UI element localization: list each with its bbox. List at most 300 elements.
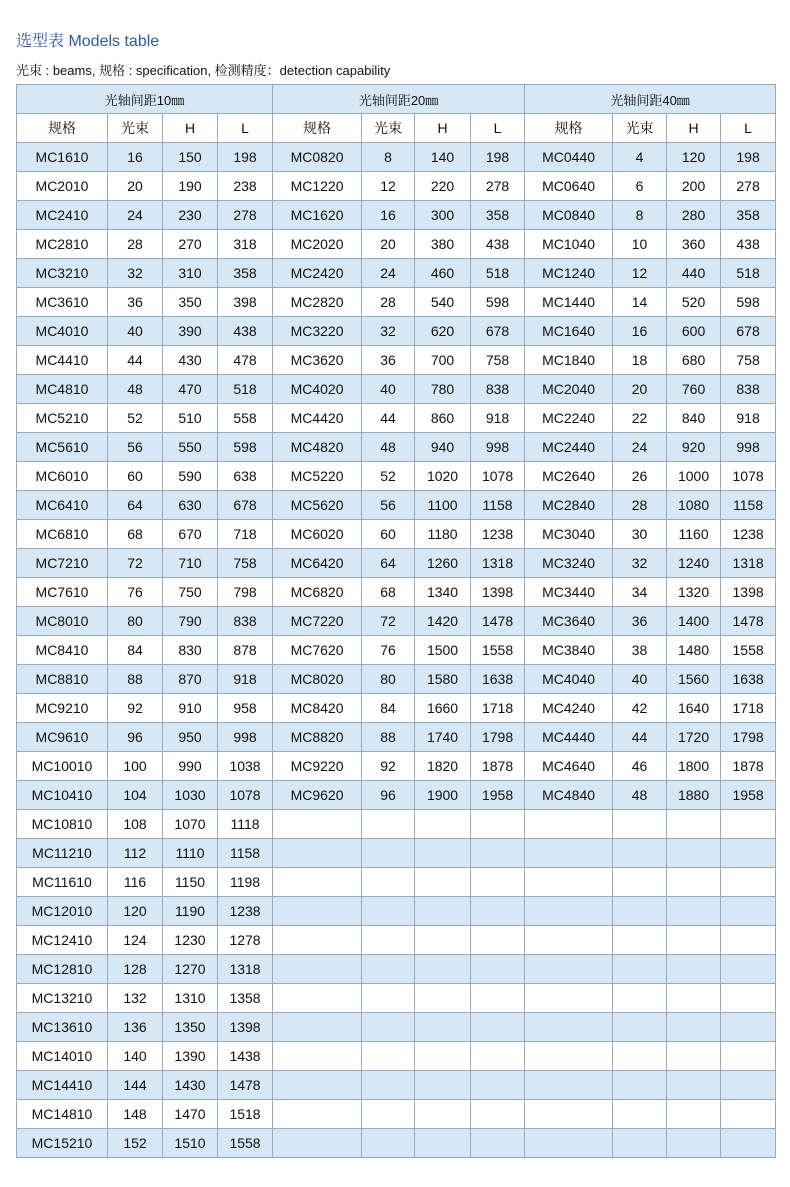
column-header-spec: 规格 [273,114,362,143]
empty-cell [525,897,613,926]
cell-10mm-spec: MC7610 [17,578,108,607]
cell-20mm-l: 838 [471,375,525,404]
cell-10mm-l: 638 [218,462,273,491]
empty-cell [273,955,362,984]
cell-40mm-beams: 6 [613,172,667,201]
empty-cell [721,810,776,839]
empty-cell [721,926,776,955]
cell-10mm-spec: MC14010 [17,1042,108,1071]
cell-20mm-spec: MC7620 [273,636,362,665]
cell-10mm-l: 1518 [218,1100,273,1129]
cell-20mm-l: 1558 [471,636,525,665]
empty-cell [525,984,613,1013]
empty-cell [667,1013,721,1042]
cell-40mm-h: 600 [667,317,721,346]
cell-10mm-l: 918 [218,665,273,694]
empty-cell [525,926,613,955]
cell-20mm-beams: 48 [362,433,415,462]
cell-10mm-h: 510 [163,404,218,433]
cell-10mm-beams: 132 [108,984,163,1013]
table-row [17,955,776,984]
empty-cell [721,1100,776,1129]
cell-10mm-spec: MC4410 [17,346,108,375]
cell-20mm-spec: MC9620 [273,781,362,810]
cell-40mm-spec: MC1040 [525,230,613,259]
cell-20mm-h: 620 [415,317,471,346]
cell-20mm-spec: MC6420 [273,549,362,578]
cell-10mm-spec: MC3610 [17,288,108,317]
empty-cell [471,1071,525,1100]
cell-10mm-l: 558 [218,404,273,433]
table-row [17,1013,776,1042]
cell-10mm-beams: 136 [108,1013,163,1042]
cell-40mm-spec: MC4640 [525,752,613,781]
cell-10mm-spec: MC12810 [17,955,108,984]
cell-40mm-l: 358 [721,201,776,230]
empty-cell [362,1129,415,1158]
empty-cell [471,810,525,839]
cell-20mm-l: 1078 [471,462,525,491]
cell-40mm-beams: 28 [613,491,667,520]
cell-10mm-l: 1118 [218,810,273,839]
cell-20mm-l: 518 [471,259,525,288]
table-row [17,1100,776,1129]
cell-10mm-l: 518 [218,375,273,404]
empty-cell [525,1071,613,1100]
cell-40mm-h: 1080 [667,491,721,520]
cell-20mm-beams: 20 [362,230,415,259]
table-row [17,723,776,752]
cell-10mm-beams: 116 [108,868,163,897]
cell-20mm-h: 1820 [415,752,471,781]
cell-20mm-l: 1958 [471,781,525,810]
cell-40mm-beams: 18 [613,346,667,375]
empty-cell [415,1071,471,1100]
cell-10mm-spec: MC8810 [17,665,108,694]
cell-10mm-l: 478 [218,346,273,375]
cell-10mm-spec: MC10410 [17,781,108,810]
cell-40mm-h: 360 [667,230,721,259]
cell-40mm-beams: 20 [613,375,667,404]
cell-10mm-spec: MC14810 [17,1100,108,1129]
cell-40mm-beams: 8 [613,201,667,230]
cell-10mm-spec: MC13210 [17,984,108,1013]
cell-10mm-l: 398 [218,288,273,317]
group-header-40mm: 光轴间距40㎜ [525,85,776,114]
cell-40mm-h: 280 [667,201,721,230]
empty-cell [273,810,362,839]
cell-10mm-h: 190 [163,172,218,201]
cell-20mm-h: 1100 [415,491,471,520]
cell-40mm-spec: MC4240 [525,694,613,723]
cell-20mm-h: 860 [415,404,471,433]
cell-40mm-h: 1640 [667,694,721,723]
cell-40mm-spec: MC4840 [525,781,613,810]
cell-10mm-h: 390 [163,317,218,346]
cell-20mm-beams: 44 [362,404,415,433]
cell-20mm-beams: 32 [362,317,415,346]
cell-10mm-l: 438 [218,317,273,346]
cell-10mm-beams: 120 [108,897,163,926]
cell-20mm-h: 300 [415,201,471,230]
cell-40mm-h: 1160 [667,520,721,549]
cell-10mm-beams: 104 [108,781,163,810]
cell-10mm-l: 798 [218,578,273,607]
cell-10mm-h: 670 [163,520,218,549]
cell-20mm-h: 1260 [415,549,471,578]
empty-cell [667,839,721,868]
cell-40mm-l: 1078 [721,462,776,491]
cell-20mm-beams: 60 [362,520,415,549]
cell-40mm-h: 1720 [667,723,721,752]
cell-10mm-h: 750 [163,578,218,607]
cell-10mm-l: 998 [218,723,273,752]
cell-10mm-beams: 84 [108,636,163,665]
cell-10mm-beams: 52 [108,404,163,433]
cell-40mm-beams: 10 [613,230,667,259]
cell-20mm-spec: MC6020 [273,520,362,549]
cell-20mm-l: 1878 [471,752,525,781]
cell-40mm-l: 438 [721,230,776,259]
cell-20mm-beams: 28 [362,288,415,317]
column-header-h: H [163,114,218,143]
column-header-beams: 光束 [613,114,667,143]
empty-cell [415,868,471,897]
empty-cell [471,984,525,1013]
cell-20mm-spec: MC8420 [273,694,362,723]
table-row [17,317,776,346]
cell-40mm-h: 680 [667,346,721,375]
cell-40mm-h: 1000 [667,462,721,491]
empty-cell [362,984,415,1013]
cell-40mm-l: 1958 [721,781,776,810]
cell-10mm-h: 1070 [163,810,218,839]
empty-cell [471,897,525,926]
cell-20mm-h: 1900 [415,781,471,810]
empty-cell [613,1042,667,1071]
empty-cell [362,810,415,839]
cell-20mm-h: 1180 [415,520,471,549]
cell-40mm-beams: 24 [613,433,667,462]
table-row [17,375,776,404]
cell-20mm-beams: 16 [362,201,415,230]
cell-10mm-h: 230 [163,201,218,230]
cell-20mm-h: 1740 [415,723,471,752]
cell-20mm-spec: MC5620 [273,491,362,520]
empty-cell [273,897,362,926]
cell-10mm-h: 270 [163,230,218,259]
cell-40mm-h: 840 [667,404,721,433]
table-row [17,810,776,839]
cell-20mm-spec: MC2020 [273,230,362,259]
cell-10mm-spec: MC8410 [17,636,108,665]
cell-20mm-spec: MC2420 [273,259,362,288]
cell-20mm-spec: MC8820 [273,723,362,752]
cell-40mm-spec: MC1240 [525,259,613,288]
empty-cell [273,1013,362,1042]
cell-40mm-l: 198 [721,143,776,172]
cell-20mm-spec: MC4820 [273,433,362,462]
cell-10mm-h: 1230 [163,926,218,955]
cell-10mm-l: 1238 [218,897,273,926]
cell-10mm-l: 958 [218,694,273,723]
column-header-spec: 规格 [17,114,108,143]
cell-10mm-l: 598 [218,433,273,462]
cell-10mm-beams: 56 [108,433,163,462]
empty-cell [273,868,362,897]
empty-cell [613,1129,667,1158]
cell-20mm-l: 678 [471,317,525,346]
table-row [17,636,776,665]
empty-cell [613,926,667,955]
cell-10mm-l: 198 [218,143,273,172]
cell-10mm-l: 678 [218,491,273,520]
cell-40mm-beams: 16 [613,317,667,346]
cell-40mm-spec: MC3040 [525,520,613,549]
page-title: 选型表 Models table [16,33,160,50]
cell-20mm-beams: 8 [362,143,415,172]
cell-40mm-spec: MC2440 [525,433,613,462]
column-header-l: L [218,114,273,143]
cell-20mm-beams: 76 [362,636,415,665]
cell-10mm-h: 630 [163,491,218,520]
empty-cell [613,1100,667,1129]
table-row [17,288,776,317]
cell-40mm-spec: MC1640 [525,317,613,346]
cell-20mm-h: 1500 [415,636,471,665]
cell-40mm-spec: MC3440 [525,578,613,607]
cell-40mm-h: 1560 [667,665,721,694]
cell-40mm-spec: MC4040 [525,665,613,694]
cell-20mm-l: 1318 [471,549,525,578]
empty-cell [415,955,471,984]
cell-10mm-spec: MC6410 [17,491,108,520]
cell-20mm-l: 1798 [471,723,525,752]
empty-cell [362,1100,415,1129]
cell-40mm-l: 518 [721,259,776,288]
cell-10mm-beams: 36 [108,288,163,317]
empty-cell [667,926,721,955]
cell-20mm-l: 438 [471,230,525,259]
cell-10mm-beams: 32 [108,259,163,288]
cell-10mm-beams: 44 [108,346,163,375]
cell-10mm-spec: MC4010 [17,317,108,346]
cell-10mm-l: 1158 [218,839,273,868]
cell-40mm-h: 1320 [667,578,721,607]
column-header-h: H [667,114,721,143]
cell-10mm-spec: MC4810 [17,375,108,404]
cell-40mm-l: 1318 [721,549,776,578]
cell-40mm-spec: MC2240 [525,404,613,433]
cell-40mm-l: 1718 [721,694,776,723]
cell-40mm-beams: 14 [613,288,667,317]
cell-40mm-l: 278 [721,172,776,201]
models-table [16,84,776,1158]
cell-20mm-spec: MC4420 [273,404,362,433]
cell-40mm-l: 838 [721,375,776,404]
cell-10mm-beams: 88 [108,665,163,694]
cell-10mm-beams: 48 [108,375,163,404]
cell-40mm-spec: MC2840 [525,491,613,520]
cell-10mm-h: 1470 [163,1100,218,1129]
cell-10mm-l: 278 [218,201,273,230]
empty-cell [667,1129,721,1158]
empty-cell [471,1042,525,1071]
empty-cell [667,810,721,839]
group-header-row [17,85,776,114]
cell-40mm-h: 440 [667,259,721,288]
cell-10mm-spec: MC9610 [17,723,108,752]
legend-text: 光束 : beams, 规格 : specification, 检测精度：detection capability [16,63,391,78]
cell-10mm-beams: 28 [108,230,163,259]
cell-40mm-l: 1158 [721,491,776,520]
cell-40mm-l: 1478 [721,607,776,636]
table-row [17,259,776,288]
cell-10mm-l: 1078 [218,781,273,810]
cell-20mm-spec: MC7220 [273,607,362,636]
empty-cell [721,1071,776,1100]
cell-40mm-spec: MC2640 [525,462,613,491]
table-row [17,346,776,375]
cell-40mm-spec: MC3840 [525,636,613,665]
empty-cell [667,1042,721,1071]
cell-10mm-l: 1318 [218,955,273,984]
cell-20mm-h: 1420 [415,607,471,636]
cell-40mm-beams: 4 [613,143,667,172]
cell-20mm-h: 1660 [415,694,471,723]
empty-cell [273,1042,362,1071]
empty-cell [273,1071,362,1100]
column-header-h: H [415,114,471,143]
cell-20mm-spec: MC2820 [273,288,362,317]
table-row [17,520,776,549]
cell-20mm-beams: 64 [362,549,415,578]
empty-cell [362,1042,415,1071]
cell-40mm-beams: 30 [613,520,667,549]
empty-cell [362,868,415,897]
table-row [17,1071,776,1100]
cell-10mm-h: 870 [163,665,218,694]
cell-20mm-h: 1340 [415,578,471,607]
cell-20mm-l: 998 [471,433,525,462]
cell-10mm-beams: 20 [108,172,163,201]
cell-20mm-l: 278 [471,172,525,201]
empty-cell [525,1013,613,1042]
cell-20mm-l: 598 [471,288,525,317]
empty-cell [362,897,415,926]
empty-cell [525,868,613,897]
cell-10mm-spec: MC10810 [17,810,108,839]
cell-10mm-beams: 60 [108,462,163,491]
cell-20mm-h: 700 [415,346,471,375]
column-header-l: L [721,114,776,143]
cell-10mm-l: 238 [218,172,273,201]
empty-cell [273,926,362,955]
empty-cell [667,897,721,926]
cell-10mm-spec: MC2010 [17,172,108,201]
cell-10mm-spec: MC6810 [17,520,108,549]
empty-cell [362,1013,415,1042]
cell-40mm-spec: MC2040 [525,375,613,404]
column-header-spec: 规格 [525,114,613,143]
cell-10mm-spec: MC3210 [17,259,108,288]
empty-cell [721,984,776,1013]
cell-40mm-beams: 34 [613,578,667,607]
cell-20mm-h: 220 [415,172,471,201]
cell-10mm-spec: MC13610 [17,1013,108,1042]
empty-cell [613,1071,667,1100]
empty-cell [667,1071,721,1100]
cell-20mm-h: 460 [415,259,471,288]
cell-20mm-h: 1020 [415,462,471,491]
cell-40mm-beams: 22 [613,404,667,433]
cell-20mm-l: 1638 [471,665,525,694]
empty-cell [415,1100,471,1129]
cell-10mm-l: 1478 [218,1071,273,1100]
cell-40mm-beams: 36 [613,607,667,636]
table-row [17,433,776,462]
cell-20mm-beams: 80 [362,665,415,694]
cell-40mm-beams: 26 [613,462,667,491]
cell-20mm-spec: MC6820 [273,578,362,607]
column-header-row [17,114,776,143]
cell-10mm-beams: 148 [108,1100,163,1129]
cell-20mm-l: 758 [471,346,525,375]
table-row [17,491,776,520]
table-row [17,549,776,578]
cell-20mm-beams: 84 [362,694,415,723]
cell-10mm-l: 358 [218,259,273,288]
cell-40mm-h: 1400 [667,607,721,636]
table-row [17,607,776,636]
empty-cell [415,1129,471,1158]
cell-10mm-beams: 68 [108,520,163,549]
cell-10mm-h: 830 [163,636,218,665]
cell-40mm-l: 678 [721,317,776,346]
cell-10mm-spec: MC9210 [17,694,108,723]
cell-10mm-l: 838 [218,607,273,636]
cell-10mm-l: 1038 [218,752,273,781]
cell-20mm-beams: 92 [362,752,415,781]
empty-cell [362,926,415,955]
empty-cell [525,839,613,868]
cell-20mm-beams: 88 [362,723,415,752]
empty-cell [273,1129,362,1158]
empty-cell [613,810,667,839]
empty-cell [362,839,415,868]
empty-cell [362,955,415,984]
empty-cell [525,1100,613,1129]
cell-10mm-h: 550 [163,433,218,462]
cell-40mm-h: 1480 [667,636,721,665]
empty-cell [613,1013,667,1042]
cell-10mm-h: 710 [163,549,218,578]
cell-40mm-spec: MC0640 [525,172,613,201]
table-row [17,665,776,694]
empty-cell [415,1042,471,1071]
table-row [17,1042,776,1071]
cell-20mm-l: 1398 [471,578,525,607]
cell-20mm-h: 940 [415,433,471,462]
column-header-beams: 光束 [362,114,415,143]
cell-40mm-spec: MC3240 [525,549,613,578]
cell-20mm-h: 1580 [415,665,471,694]
cell-20mm-h: 540 [415,288,471,317]
cell-10mm-spec: MC11610 [17,868,108,897]
cell-10mm-h: 310 [163,259,218,288]
cell-10mm-spec: MC6010 [17,462,108,491]
empty-cell [667,984,721,1013]
